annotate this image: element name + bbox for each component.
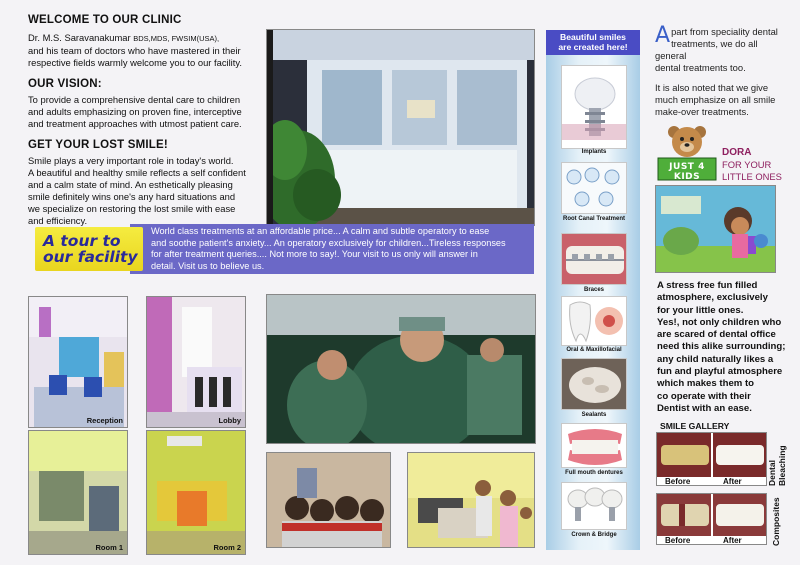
tour-line: and soothe patient's anxiety... An operatory exclusively for children...Tireless responses [151,237,506,248]
room2-image [147,431,246,555]
tour-line: for after treatment queries.... Not more to say!. Your visit to us only will answer in [151,249,478,260]
kids-line: for your little ones. [657,304,744,316]
kids-group-photo [266,452,391,548]
drop-cap: A [655,23,671,48]
room1-image [29,431,128,555]
general-line: dental treatments too. [655,62,746,73]
dora-title: DORA [722,147,752,158]
bleaching-teeth-image [657,433,767,477]
composites-teeth-image [657,494,767,536]
after-label: After [723,477,742,486]
tour-line: detail. Visit us to believe us. [151,260,265,271]
smiles-header-line: Beautiful smiles [560,32,626,42]
sealants-tile [561,358,627,410]
tour-description [151,226,534,272]
clinic-front-image [267,30,535,226]
root-canal-image [562,163,627,214]
room2-photo [146,430,246,555]
dora-room-image [656,186,776,273]
composites-comparison [656,493,767,545]
lost-smile-text [28,155,260,227]
lost-smile-heading: GET YOUR LOST SMILE! [28,139,168,151]
kids-line: atmosphere, exclusively [657,292,768,304]
reception-image [29,297,128,428]
tour-line: World class treatments at an affordable price... A calm and subtle operatory to ease [151,226,490,236]
makeover-line: make-over treatments. [655,106,749,117]
lobby-caption: Lobby [218,416,241,425]
smiles-header [546,30,640,55]
kids-atmosphere-text [657,280,795,415]
lost-smile-line: we specialize on restoring the lost smile with ease [28,203,236,214]
kids-line: any child naturally likes a [657,353,774,365]
dentures-image [562,424,627,468]
smile-gallery-heading: SMILE GALLERY [660,421,730,431]
dora-room-photo [655,185,776,273]
kids-line: fun and playful atmosphere [657,366,783,378]
dentures-caption: Full mouth dentures [565,470,623,476]
lost-smile-line: and efficiency. [28,215,88,226]
implants-tile [561,65,627,149]
root-canal-tile [561,162,627,214]
vision-heading: OUR VISION: [28,78,102,90]
kids-group-image [267,453,391,548]
lost-smile-line: smile definitely wins one's any hard situations and [28,191,236,202]
general-treatments-text [655,23,790,74]
sealants-caption: Sealants [581,412,607,418]
room1-photo [28,430,128,555]
operatory-photo [266,294,536,444]
bleaching-comparison [656,432,767,486]
root-canal-caption: Root Canal Treatment [562,216,625,222]
tooth-image [562,297,627,346]
tour-title-box [35,227,143,271]
tour-title-line: our facility [43,248,138,266]
before-label: Before [665,477,691,486]
right-intro [655,23,790,118]
welcome-heading: WELCOME TO OUR CLINIC [28,14,182,26]
dentures-tile [561,423,627,468]
bleach-line: Bleaching [777,445,787,486]
crown-bridge-tile [561,482,627,530]
dental-bleaching-label [767,445,787,486]
staff-group-photo [407,452,535,548]
dora-subtitle: LITTLE ONES [722,171,782,182]
lobby-image [147,297,246,428]
doctor-credentials: BDS,MDS, FWSIM(USA), [133,34,220,43]
general-line: treatments, we do all general [655,38,758,61]
lost-smile-line: Smile plays a very important role in today's world. [28,155,234,166]
implants-caption: Implants [581,149,607,155]
welcome-section [28,14,260,227]
after-label: After [723,536,742,545]
kids-line: A stress free fun filled [657,280,758,291]
braces-image [562,234,627,285]
makeover-line: much emphasize on all smile [655,94,776,105]
room2-caption: Room 2 [213,543,241,552]
kids-line: need this alike surrounding; [657,341,786,353]
vision-line: and treatment approaches with utmost patient care. [28,118,242,129]
crown-bridge-image [562,483,627,530]
staff-group-image [408,453,535,548]
composites-label: Composites [771,497,781,546]
dora-subtitle: FOR YOUR [722,159,772,170]
room1-caption: Room 1 [95,543,123,552]
oral-maxillofacial-tile [561,296,627,346]
doctor-name: Dr. M.S. Saravanakumar [28,32,131,43]
braces-tile [561,233,627,285]
welcome-line: and his team of doctors who have mastered in their [28,45,241,56]
tour-title [35,227,143,265]
kids-line: are scared of dental office [657,329,776,341]
bleach-line: Dental [767,460,777,486]
reception-caption: Reception [86,416,123,425]
welcome-line: respective fields warmly welcome you to our facility. [28,57,242,68]
kids-line: Dentist with an ease. [657,402,752,414]
before-label: Before [665,536,691,545]
dora-heading [722,147,792,183]
just4kids-logo [656,122,718,182]
braces-caption: Braces [583,287,604,293]
operatory-image [267,295,536,444]
clinic-front-photo [266,29,535,226]
smile-makeover-text [655,82,790,118]
vision-text [28,94,260,130]
vision-line: and adults emphasizing on proven fine, interceptive [28,106,242,117]
implant-image [562,66,627,149]
general-line: part from speciality dental [671,26,778,37]
kids-line: which makes them to [657,378,755,390]
lobby-photo [146,296,246,428]
reception-photo [28,296,128,428]
crown-bridge-caption: Crown & Bridge [571,532,617,538]
sealants-image [562,359,627,410]
kids-line: co operate with their [657,390,751,402]
vision-line: To provide a comprehensive dental care to children [28,94,241,105]
welcome-text [28,32,260,69]
oral-maxillofacial-caption: Oral & Maxillofacial [566,347,622,353]
kids-line: Yes!, not only children who [657,316,782,328]
lost-smile-line: A beautiful and healthy smile reflects a self confident [28,167,246,178]
smiles-header-line: are created here! [558,42,628,52]
logo-text: JUST 4 KIDS [669,162,705,182]
tour-title-line: A tour to [43,232,121,250]
makeover-line: It is also noted that we give [655,82,769,93]
lost-smile-line: and a calm state of mind. An esthetically pleasing [28,179,233,190]
